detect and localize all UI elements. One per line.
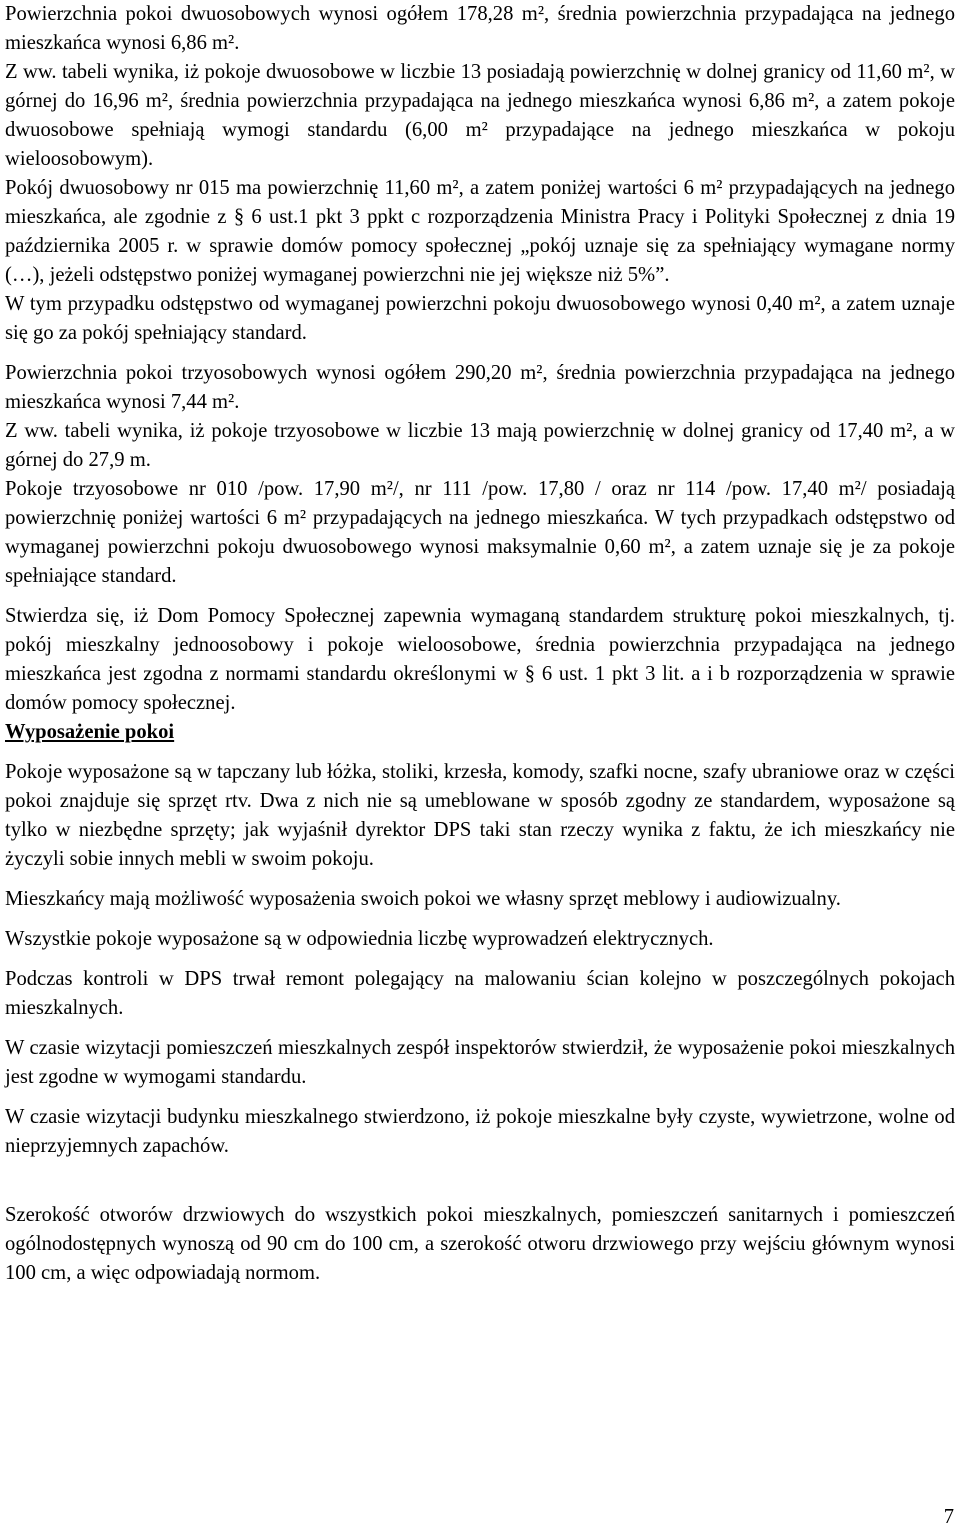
paragraph-triple-rooms-total: Powierzchnia pokoi trzyosobowych wynosi ogółem 290,20 m², średnia powierzchnia przypadająca na jednego mieszkańca wynosi 7,44 m². <box>5 362 955 413</box>
paragraph-double-rooms-total: Powierzchnia pokoi dwuosobowych wynosi ogółem 178,28 m², średnia powierzchnia przypadająca na jednego mieszkańca wynosi 6,86 m². <box>5 3 955 54</box>
paragraph-electrical-outlets: Wszystkie pokoje wyposażone są w odpowiednia liczbę wyprowadzeń elektrycznych. <box>5 928 714 950</box>
paragraph-double-rooms-table: Z ww. tabeli wynika, iż pokoje dwuosobowe w liczbie 13 posiadają powierzchnię w dolnej granicy od 11,60 m², w górnej do 16,96 m², średnia powierzchnia przypadająca na jednego mieszkańca wynosi 6,86 m², a zatem pokoje dwuosobowe spełniają wymogi standardu (6,00 m² przypadające na jednego mieszkańca w pokoju wieloosobowym). <box>5 61 955 170</box>
paragraph-triple-rooms-exceptions: Pokoje trzyosobowe nr 010 /pow. 17,90 m²/, nr 111 /pow. 17,80 / oraz nr 114 /pow. 17,40 m²/ posiadają powierzchnię poniżej wartości 6 m² przypadających na jednego mieszkańca. W tych przypadkach odstępstwo od wymaganej powierzchni pokoju dwuosobowego wynosi maksymalnie 0,60 m², a zatem uznaje się je za pokoje spełniające standard. <box>5 478 955 587</box>
paragraph-room-015: Pokój dwuosobowy nr 015 ma powierzchnię 11,60 m², a zatem poniżej wartości 6 m² przypadających na jednego mieszkańca, ale zgodnie z § 6 ust.1 pkt 3 ppkt c rozporządzenia Ministra Pracy i Polityki Społecznej z dnia 19 października 2005 r. w sprawie domów pomocy społecznej „pokój uznaje się za spełniający wymagane normy (…), jeżeli odstępstwo poniżej wymaganej powierzchni nie jej większe niż 5%”. <box>5 177 955 286</box>
document-page <box>5 0 955 1288</box>
paragraph-triple-rooms-table: Z ww. tabeli wynika, iż pokoje trzyosobowe w liczbie 13 mają powierzchnię w dolnej granicy od 17,40 m², a w górnej do 27,9 m. <box>5 420 955 471</box>
page-number: 7 <box>943 1506 954 1528</box>
paragraph-renovation: Podczas kontroli w DPS trwał remont polegający na malowaniu ścian kolejno w poszczególnych pokojach mieszkalnych. <box>5 968 955 1019</box>
paragraph-structure-conclusion: Stwierdza się, iż Dom Pomocy Społecznej zapewnia wymaganą standardem strukturę pokoi mieszkalnych, tj. pokój mieszkalny jednoosobowy i pokoje wieloosobowe, średnia powierzchnia przypadająca na jednego mieszkańca jest zgodna z normami standardu określonymi w § 6 ust. 1 pkt 3 lit. a i b rozporządzenia w sprawie domów pomocy społecznej. <box>5 605 955 714</box>
paragraph-inspection-rooms: W czasie wizytacji pomieszczeń mieszkalnych zespół inspektorów stwierdził, że wyposażenie pokoi mieszkalnych jest zgodne w wymogami standardu. <box>5 1037 955 1088</box>
paragraph-room-015-deviation: W tym przypadku odstępstwo od wymaganej powierzchni pokoju dwuosobowego wynosi 0,40 m², a zatem uznaje się go za pokój spełniający standard. <box>5 293 955 344</box>
paragraph-door-widths: Szerokość otworów drzwiowych do wszystkich pokoi mieszkalnych, pomieszczeń sanitarnych i pomieszczeń ogólnodostępnych wynoszą od 90 cm do 100 cm, a szerokość otworu drzwiowego przy wejściu głównym wynosi 100 cm, a więc odpowiadają normom. <box>5 1204 955 1284</box>
paragraph-own-equipment: Mieszkańcy mają możliwość wyposażenia swoich pokoi we własny sprzęt meblowy i audiowizualny. <box>5 888 841 910</box>
paragraph-inspection-building: W czasie wizytacji budynku mieszkalnego stwierdzono, iż pokoje mieszkalne były czyste, wywietrzone, wolne od nieprzyjemnych zapachów. <box>5 1106 955 1157</box>
paragraph-furnishing: Pokoje wyposażone są w tapczany lub łóżka, stoliki, krzesła, komody, szafki nocne, szafy ubraniowe oraz w części pokoi znajduje się sprzęt rtv. Dwa z nich nie są umeblowane w sposób zgodny ze standardem, wyposażone są tylko w niezbędne sprzęty; jak wyjaśnił dyrektor DPS taki stan rzeczy wynika z faktu, że ich mieszkańcy nie życzyli sobie innych mebli w swoim pokoju. <box>5 761 955 870</box>
section-heading-furnishing: Wyposażenie pokoi <box>5 721 175 743</box>
